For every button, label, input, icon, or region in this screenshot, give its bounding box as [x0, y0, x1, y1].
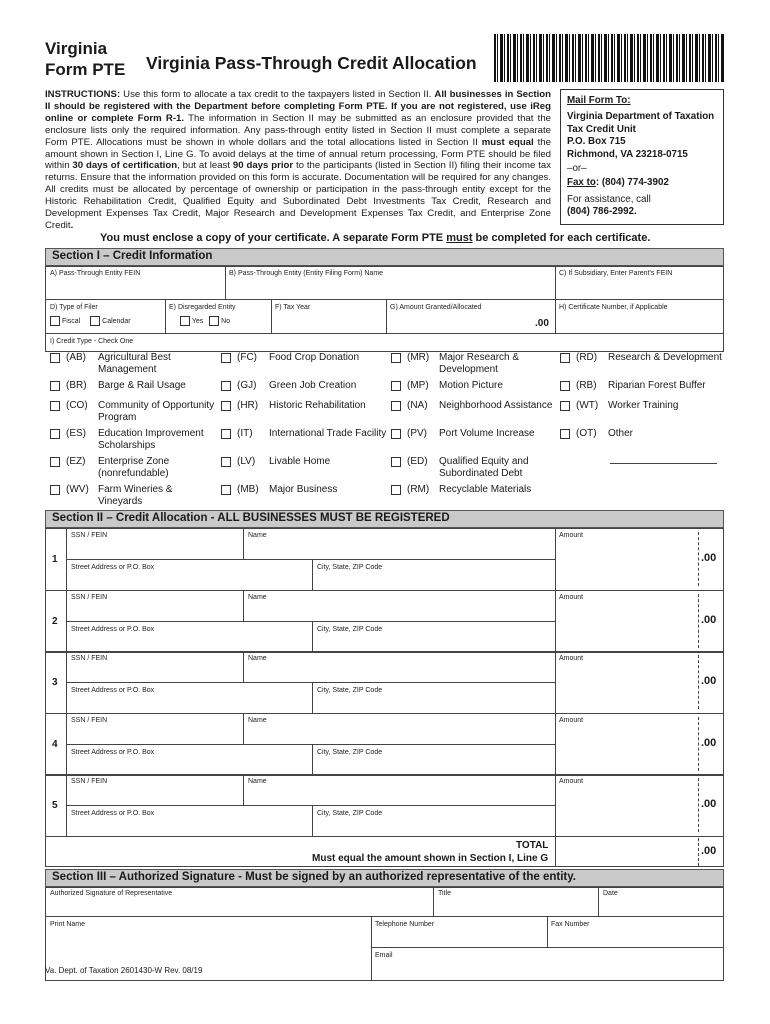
- row-number: 3: [52, 677, 58, 688]
- credit-checkbox[interactable]: [50, 353, 60, 363]
- label-city: City, State, ZIP Code: [317, 564, 383, 571]
- fax-label: Fax to: [567, 177, 596, 189]
- credit-code: (EZ): [66, 456, 86, 467]
- credit-name: International Trade Facility: [269, 428, 387, 439]
- credit-name: Major Research & Development: [439, 352, 520, 375]
- credit-checkbox[interactable]: [391, 485, 401, 495]
- instructions-text-3: the amount shown in Section I, Line G. To avoid delays at the time of annual return processing, Form PTE should be filed within: [45, 136, 551, 172]
- label-name: Name: [248, 717, 267, 724]
- amount-cents: .00: [701, 552, 717, 564]
- credit-code: (WV): [66, 484, 89, 495]
- instructions-text-1: Use this form to allocate a tax credit to the taxpayers listed in Section II.: [123, 89, 432, 100]
- label-ssn-fein: SSN / FEIN: [71, 655, 108, 662]
- label-tax-year: F) Tax Year: [275, 304, 311, 311]
- mail-line-2: Tax Credit Unit: [567, 123, 636, 135]
- credit-checkbox[interactable]: [221, 401, 231, 411]
- credit-code: (WT): [576, 400, 599, 411]
- mail-line-1: Virginia Department of Taxation: [567, 111, 715, 123]
- credit-option[interactable]: [560, 400, 726, 412]
- credit-name: Recyclable Materials: [439, 484, 532, 495]
- credit-option[interactable]: [391, 428, 557, 440]
- no-label: No: [221, 317, 231, 325]
- calendar-checkbox[interactable]: [90, 316, 100, 326]
- enclose-must: must: [446, 232, 473, 244]
- row-number: 1: [52, 554, 58, 565]
- amount-granted-cents: .00: [535, 318, 549, 329]
- assist-line-2: (804) 786-2992.: [567, 206, 637, 218]
- mail-fax: [567, 177, 717, 189]
- credit-checkbox[interactable]: [221, 485, 231, 495]
- credit-option[interactable]: [560, 428, 726, 440]
- credit-code: (RD): [576, 352, 598, 363]
- mail-line-4: Richmond, VA 23218-0715: [567, 148, 688, 160]
- amount-cents: .00: [701, 614, 717, 626]
- fax-number: : (804) 774-3902: [595, 177, 669, 189]
- credit-name: Worker Training: [608, 400, 679, 411]
- credit-checkbox[interactable]: [391, 353, 401, 363]
- credit-code: (MR): [407, 352, 430, 363]
- page-title: Virginia Pass-Through Credit Allocation: [146, 53, 477, 73]
- disregarded-options: [180, 316, 230, 326]
- credit-name: Enterprise Zone (nonrefundable): [98, 456, 170, 479]
- credit-name: Community of Opportunity Program: [98, 400, 215, 423]
- label-street: Street Address or P.O. Box: [71, 810, 155, 817]
- label-disregarded: E) Disregarded Entity: [169, 304, 236, 311]
- credit-name: Riparian Forest Buffer: [608, 380, 706, 391]
- label-credit-type: I) Credit Type - Check One: [50, 338, 134, 345]
- credit-option[interactable]: [221, 352, 387, 364]
- label-name: Name: [248, 594, 267, 601]
- mail-to-box: [560, 89, 724, 225]
- credit-option[interactable]: [391, 456, 557, 480]
- credit-checkbox[interactable]: [221, 381, 231, 391]
- credit-checkbox[interactable]: [560, 429, 570, 439]
- credit-option[interactable]: [221, 400, 387, 412]
- credit-code: (IT): [237, 428, 253, 439]
- footer-rev: Va. Dept. of Taxation 2601430-W Rev. 08/19: [45, 966, 203, 975]
- amount-cents: .00: [701, 798, 717, 810]
- credit-option[interactable]: [221, 484, 387, 496]
- credit-name: Agricultural Best Management: [98, 352, 171, 375]
- label-ssn-fein: SSN / FEIN: [71, 594, 108, 601]
- label-entity-name: B) Pass-Through Entity (Entity Filing Form) Name: [229, 270, 384, 277]
- amount-cents: .00: [701, 675, 717, 687]
- credit-option[interactable]: [391, 380, 557, 392]
- instructions-label: INSTRUCTIONS:: [45, 89, 121, 100]
- section-3-header: Section III – Authorized Signature - Must be signed by an authorized representative of the entity.: [45, 869, 724, 887]
- label-amount: Amount: [559, 594, 584, 601]
- enclose-notice: [100, 232, 650, 244]
- credit-checkbox[interactable]: [391, 429, 401, 439]
- mail-line-3: P.O. Box 715: [567, 136, 626, 148]
- barcode: [494, 34, 724, 82]
- credit-code: (MP): [407, 380, 429, 391]
- credit-checkbox[interactable]: [50, 485, 60, 495]
- credit-option[interactable]: [391, 352, 557, 376]
- label-ssn-fein: SSN / FEIN: [71, 717, 108, 724]
- credit-code: (OT): [576, 428, 597, 439]
- label-fax: Fax Number: [551, 921, 590, 928]
- credit-option[interactable]: [391, 484, 557, 496]
- label-title: Title: [438, 890, 451, 897]
- label-city: City, State, ZIP Code: [317, 810, 383, 817]
- credit-name: Livable Home: [269, 456, 331, 467]
- form-number: Form PTE: [45, 60, 126, 79]
- label-filer-type: D) Type of Filer: [50, 304, 98, 311]
- credit-code: (RB): [576, 380, 597, 391]
- total-note: Must equal the amount shown in Section I, Line G: [312, 853, 549, 864]
- amount-cents: .00: [701, 737, 717, 749]
- credit-name: Other: [608, 428, 634, 439]
- label-ssn-fein: SSN / FEIN: [71, 532, 108, 539]
- credit-option[interactable]: [560, 380, 726, 392]
- label-certificate-number: H) Certificate Number, if Applicable: [559, 304, 668, 311]
- credit-checkbox[interactable]: [560, 381, 570, 391]
- credit-name: Major Business: [269, 484, 338, 495]
- credit-checkbox[interactable]: [50, 429, 60, 439]
- total-label: TOTAL: [516, 840, 549, 851]
- credit-option[interactable]: [221, 380, 387, 392]
- label-street: Street Address or P.O. Box: [71, 626, 155, 633]
- section-1-header: Section I – Credit Information: [45, 248, 724, 266]
- other-line: [610, 463, 717, 464]
- credit-name: Food Crop Donation: [269, 352, 360, 363]
- credit-code: (CO): [66, 400, 88, 411]
- credit-name: Green Job Creation: [269, 380, 357, 391]
- section-2-header: Section II – Credit Allocation - ALL BUSINESSES MUST BE REGISTERED: [45, 510, 724, 528]
- label-city: City, State, ZIP Code: [317, 687, 383, 694]
- credit-checkbox[interactable]: [391, 457, 401, 467]
- credit-option[interactable]: [391, 400, 557, 412]
- credit-name: Research & Development: [608, 352, 722, 363]
- credit-code: (BR): [66, 380, 87, 391]
- instructions-text-2: The information in Section II may be submitted as an enclosure provided that the enclosure lists only the required information. Any pass-through entity listed in Section II must complete a separate Form PTE. Allocations must be shown in whole dollars and the total allocations listed in Section II: [45, 112, 551, 148]
- mail-or: –or–: [567, 163, 587, 175]
- credit-option[interactable]: [221, 428, 387, 440]
- label-city: City, State, ZIP Code: [317, 749, 383, 756]
- label-street: Street Address or P.O. Box: [71, 687, 155, 694]
- label-signature: Authorized Signature of Representative: [50, 890, 173, 897]
- credit-name: Farm Wineries & Vineyards: [98, 484, 173, 507]
- credit-code: (ED): [407, 456, 428, 467]
- instructions-text-4: , but at least: [177, 160, 231, 172]
- label-print-name: Print Name: [50, 921, 86, 928]
- yes-checkbox[interactable]: [180, 316, 190, 326]
- credit-option[interactable]: [560, 352, 726, 364]
- row-number: 4: [52, 739, 58, 750]
- credit-code: (NA): [407, 400, 428, 411]
- label-city: City, State, ZIP Code: [317, 626, 383, 633]
- fiscal-checkbox[interactable]: [50, 316, 60, 326]
- label-date: Date: [603, 890, 618, 897]
- assist-line-1: For assistance, call: [567, 193, 651, 205]
- credit-checkbox[interactable]: [221, 353, 231, 363]
- credit-checkbox[interactable]: [50, 457, 60, 467]
- instructions-bold-1: All businesses in Section II should be registered with the Department before completing Form PTE. If you are not registered, use iReg online or complete Form R-1.: [45, 89, 552, 124]
- credit-name: Qualified Equity and Subordinated Debt: [439, 456, 529, 479]
- credit-code: (LV): [237, 456, 256, 467]
- instructions-bold-3: 30 days of certification: [72, 160, 178, 172]
- instructions-end: .: [70, 219, 74, 231]
- credit-checkbox[interactable]: [560, 353, 570, 363]
- credit-code: (FC): [237, 352, 257, 363]
- no-checkbox[interactable]: [209, 316, 219, 326]
- calendar-label: Calendar: [102, 317, 131, 325]
- filer-type-options: [50, 316, 131, 326]
- state-name: Virginia: [45, 39, 108, 58]
- label-amount: Amount: [559, 532, 584, 539]
- instructions-bold-4: 90 days prior: [232, 160, 294, 172]
- credit-checkbox[interactable]: [221, 457, 231, 467]
- credit-name: Historic Rehabilitation: [269, 400, 366, 411]
- credit-checkbox[interactable]: [221, 429, 231, 439]
- credit-option[interactable]: [50, 400, 216, 424]
- label-name: Name: [248, 532, 267, 539]
- label-parent-fein: C) If Subsidiary, Enter Parent's FEIN: [559, 270, 673, 277]
- credit-name: Barge & Rail Usage: [98, 380, 186, 391]
- credit-code: (HR): [237, 400, 259, 411]
- credit-option[interactable]: [221, 456, 387, 468]
- label-amount-granted: G) Amount Granted/Allocated: [390, 304, 482, 311]
- form-state-title: [45, 38, 125, 80]
- credit-code: (MB): [237, 484, 259, 495]
- label-street: Street Address or P.O. Box: [71, 749, 155, 756]
- enclose-pre: You must enclose a copy of your certificate. A separate Form PTE: [100, 232, 444, 244]
- credit-checkbox[interactable]: [391, 381, 401, 391]
- row-number: 2: [52, 616, 58, 627]
- label-telephone: Telephone Number: [375, 921, 435, 928]
- credit-checkbox[interactable]: [391, 401, 401, 411]
- credit-code: (GJ): [237, 380, 257, 391]
- label-email: Email: [375, 952, 393, 959]
- mail-heading: Mail Form To:: [567, 95, 631, 106]
- credit-code: (ES): [66, 428, 86, 439]
- credit-option[interactable]: [50, 428, 216, 452]
- credit-option[interactable]: [50, 456, 216, 480]
- credit-checkbox[interactable]: [50, 381, 60, 391]
- credit-code: (AB): [66, 352, 86, 363]
- yes-label: Yes: [191, 317, 204, 325]
- label-amount: Amount: [559, 655, 584, 662]
- label-ssn-fein: SSN / FEIN: [71, 778, 108, 785]
- credit-name: Port Volume Increase: [439, 428, 535, 439]
- credit-name: Neighborhood Assistance: [439, 400, 553, 411]
- label-street: Street Address or P.O. Box: [71, 564, 155, 571]
- label-name: Name: [248, 778, 267, 785]
- credit-name: Education Improvement Scholarships: [98, 428, 204, 451]
- fiscal-label: Fiscal: [61, 317, 81, 325]
- credit-code: (RM): [407, 484, 430, 495]
- credit-name: Motion Picture: [439, 380, 503, 391]
- credit-option[interactable]: [50, 352, 216, 376]
- instructions-bold-2: must equal: [481, 136, 534, 148]
- credit-option[interactable]: [50, 380, 216, 392]
- credit-checkbox[interactable]: [560, 401, 570, 411]
- instructions-text-5: to the participants (listed in Section II) filing their income tax returns. Ensure that the information provided on this form is accurate. Documentation will be required for any changes. All credits must be allocated by percentage of ownership or participation in the pass-through entity except for the Historic Rehabilitation Credit, Qualified Equity and Subordinated Debt Investments Tax Credit, Research and Development Expenses Tax Credit, Major Research and Development Expenses Tax Credit, and Enterprise Zone Credit: [45, 160, 551, 231]
- label-amount: Amount: [559, 778, 584, 785]
- credit-checkbox[interactable]: [50, 401, 60, 411]
- total-cents: .00: [701, 845, 717, 857]
- credit-code: (PV): [407, 428, 427, 439]
- label-amount: Amount: [559, 717, 584, 724]
- enclose-post: be completed for each certificate.: [475, 232, 651, 244]
- label-entity-fein: A) Pass-Through Entity FEIN: [50, 270, 141, 277]
- instructions: [45, 89, 551, 232]
- label-name: Name: [248, 655, 267, 662]
- row-number: 5: [52, 800, 58, 811]
- credit-option[interactable]: [50, 484, 216, 508]
